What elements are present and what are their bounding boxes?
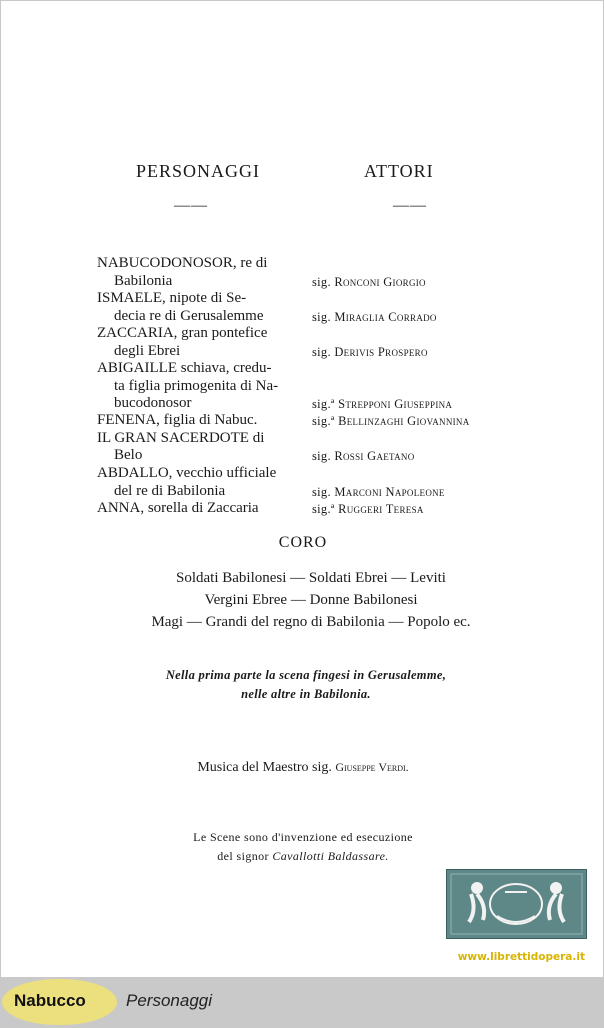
actor-line: sig. Ronconi Giorgio (312, 275, 426, 289)
actor-line: sig.ª Strepponi Giuseppina (312, 397, 453, 411)
actor-line: sig.ª Bellinzaghi Giovannina (312, 414, 470, 428)
setting-note: nelle altre in Babilonia. (241, 687, 371, 701)
role-line: NABUCODONOSOR, re di (97, 255, 268, 271)
cherubs-logo-icon (446, 869, 587, 939)
role-line: decia re di Gerusalemme (114, 308, 264, 324)
coro-line: Vergini Ebree — Donne Babilonesi (204, 592, 418, 608)
work-title: Nabucco (14, 991, 86, 1010)
actor-line: sig. Derivis Prospero (312, 345, 428, 359)
actors-heading: ATTORI (364, 161, 434, 181)
section-title: Personaggi (126, 991, 213, 1010)
role-line: Babilonia (114, 273, 173, 289)
coro-heading: CORO (278, 534, 328, 551)
role-line: Belo (114, 447, 143, 463)
scenery-credit: Le Scene sono d'invenzione ed esecuzione (193, 830, 413, 844)
actor-line: sig. Miraglia Corrado (312, 310, 437, 324)
role-line: bucodonosor (114, 395, 192, 411)
characters-dash: —— (174, 197, 208, 214)
role-line: ISMAELE, nipote di Se- (97, 290, 247, 306)
scenery-credit: del signor Cavallotti Baldassare. (217, 849, 389, 863)
coro-line: Magi — Grandi del regno di Babilonia — Popolo ec. (151, 614, 471, 630)
setting-note: Nella prima parte la scena fingesi in Gerusalemme, (165, 668, 447, 682)
role-line: ANNA, sorella di Zaccaria (97, 500, 259, 516)
music-credit: Musica del Maestro sig. Giuseppe Verdi. (197, 760, 409, 775)
actors-dash: —— (393, 197, 427, 214)
role-line: FENENA, figlia di Nabuc. (97, 412, 258, 428)
actor-line: sig. Marconi Napoleone (312, 485, 445, 499)
role-line: ABIGAILLE schiava, credu- (97, 360, 272, 376)
actor-line: sig. Rossi Gaetano (312, 449, 415, 463)
role-line: ZACCARIA, gran pontefice (97, 325, 268, 341)
role-line: IL GRAN SACERDOTE di (97, 430, 265, 446)
site-url[interactable]: www.librettidopera.it (457, 951, 585, 963)
coro-line: Soldati Babilonesi — Soldati Ebrei — Leviti (176, 570, 446, 586)
role-line: ABDALLO, vecchio ufficiale (97, 465, 277, 481)
role-line: degli Ebrei (114, 343, 181, 359)
characters-heading: PERSONAGGI (136, 161, 261, 181)
footer-bar (0, 977, 604, 1028)
role-line: del re di Babilonia (114, 483, 226, 499)
actor-line: sig.ª Ruggeri Teresa (312, 502, 424, 516)
role-line: ta figlia primogenita di Na- (114, 378, 279, 394)
